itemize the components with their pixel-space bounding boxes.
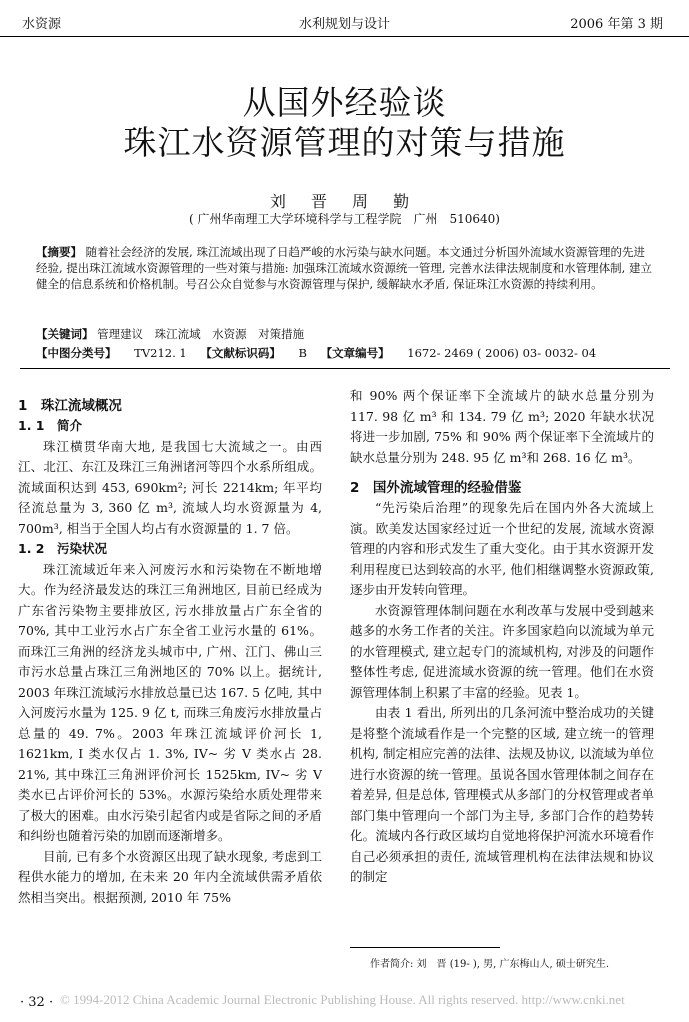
paragraph: 目前, 已有多个水资源区出现了缺水现象, 考虑到工程供水能力的增加, 在未来 20 年内全流域供需矛盾依然相当突出。根据预测, 2010 年 75%	[18, 848, 322, 905]
article-number-label: 【文章编号】	[320, 346, 390, 360]
footnote-rule	[350, 947, 500, 948]
keywords-text: 管理建议 珠江流域 水资源 对策措施	[97, 327, 305, 341]
title-line-2: 珠江水资源管理的对策与措施	[123, 123, 566, 162]
paragraph: 珠江横贯华南大地, 是我国七大流域之一。由西江、北江、东江及珠江三角洲诸河等四个水系所组成。流域面积达到 453, 690km²; 河长 2214km; 年平均径流总量为 3, 360 亿 m³, 流域人均水资源量为 4, 700m³, 相当于全国人均占有水资源量的 1. 7 倍。	[18, 438, 322, 536]
keywords-label: 【关键词】	[36, 327, 94, 341]
left-column	[18, 396, 322, 908]
section-1-1-heading: 1. 1 简介	[18, 418, 82, 433]
paragraph: “先污染后治理”的现象先后在国内外各大流域上演。欧美发达国家经过近一个世纪的发展, 流域水资源管理的内容和形式发生了重大变化。由于其水资源开发利用程度已达到较高的水平, 他们相继调整水资源政策, 逐步由开发转向管理。	[350, 500, 654, 597]
abstract	[36, 244, 656, 292]
page-header	[0, 0, 689, 37]
right-column	[350, 386, 654, 888]
abstract-text: 随着社会经济的发展, 珠江流域出现了日趋严峻的水污染与缺水问题。本文通过分析国外流域水资源管理的先进经验, 提出珠江流域水资源管理的一些对策与措施: 加强珠江流域水资源统一管理, 完善水法律法规制度和水管理体制, 建立健全的信息系统和价格机制。号召公众自觉参与水资源管理与保护, 缓解缺水矛盾, 保证珠江水资源的持续利用。	[36, 245, 652, 291]
affiliation: ( 广州华南理工大学环境科学与工程学院 广州 510640)	[189, 212, 500, 226]
keywords	[36, 326, 656, 342]
section-1-heading: 1 珠江流域概况	[18, 398, 122, 414]
paragraph: 珠江流域近年来入河废污水和污染物在不断地增大。作为经济最发达的珠江三角洲地区, 目前已经成为广东省污染物主要排放区, 污水排放量占广东全省的 70%, 其中工业污水占广东全省工业污水量的 61%。而珠江三角洲的经济龙头城市中, 广州、江门、佛山三市污水总量占珠江三角洲地区的 70% 以上。据统计, 2003 年珠江流域污水排放总量已达 167. 5 亿吨, 其中入河废污水量为 125. 9 亿 t, 而珠三角废污水排放量占总量的 49. 7%。2003 年珠江流域评价河长 1, 1621km, I 类水仅占 1. 3%, IV~ 劣 V 类水占 28. 21%, 其中珠江三角洲评价河长 1525km, IV~ 劣 V 类水已占评价河长的 53%。水源污染给水质处理带来了极大的困难。由水污染引起省内或是省际之间的矛盾和纠纷也随着污染的加剧而逐渐增多。	[18, 561, 322, 843]
section-name: 水利规划与设计	[298, 17, 390, 32]
title-line-1: 从国外经验谈	[242, 83, 447, 122]
abstract-label: 【摘要】	[36, 245, 82, 259]
clc-value: TV212. 1	[134, 346, 187, 360]
watermark: © 1994-2012 China Academic Journal Electronic Publishing House. All rights reserved. http://www.cnki.net	[60, 992, 625, 1007]
doc-code-label: 【文献标识码】	[200, 346, 281, 360]
paragraph: 和 90% 两个保证率下全流域片的缺水总量分别为 117. 98 亿 m³ 和 134. 79 亿 m³; 2020 年缺水状况将进一步加剧, 75% 和 90% 两个保证率下全流域片的缺水总量分别为 248. 95 亿 m³和 268. 16 亿 m³。	[350, 388, 654, 465]
divider	[20, 368, 670, 369]
section-1-2-heading: 1. 2 污染状况	[18, 541, 107, 556]
section-2-heading: 2 国外流域管理的经验借鉴	[350, 480, 522, 496]
classification	[36, 345, 656, 361]
issue-label: 2006 年第 3 期	[570, 17, 663, 32]
journal-name: 水资源	[22, 17, 62, 32]
paragraph: 由表 1 看出, 所列出的几条河流中整治成功的关键是将整个流域看作是一个完整的区域, 建立统一的管理机构, 制定相应完善的法律、法规及协议, 以流域为单位进行水资源的统一管理。虽说各国水管理体制之间存在着差异, 但是总体, 管理模式从多部门的分权管理或者单部门集中管理向一个部门为主导, 多部门合作的趋势转化。流域内各行政区域均自觉地将保护河流水环境看作自己必须承担的责任, 流域管理机构在法律法规和协议的制定	[350, 705, 654, 884]
page-number: · 32 ·	[20, 995, 54, 1010]
article-number-value: 1672- 2469 ( 2006) 03- 0032- 04	[407, 346, 597, 360]
paragraph: 水资源管理体制问题在水利改革与发展中受到越来越多的水务工作者的关注。许多国家趋向以流域为单元的水管理模式, 建立起专门的流域机构, 对涉及的问题作整体性考虑, 促进流域水资源的统一管理。他们在水资源管理体制上积累了丰富的经验。见表 1。	[350, 602, 654, 700]
footnote: 作者简介: 刘 晋 (19- ), 男, 广东梅山人, 硕士研究生.	[370, 959, 610, 970]
doc-code-value: B	[298, 346, 307, 360]
authors: 刘 晋 周 勤	[269, 192, 420, 211]
clc-label: 【中图分类号】	[36, 346, 117, 360]
